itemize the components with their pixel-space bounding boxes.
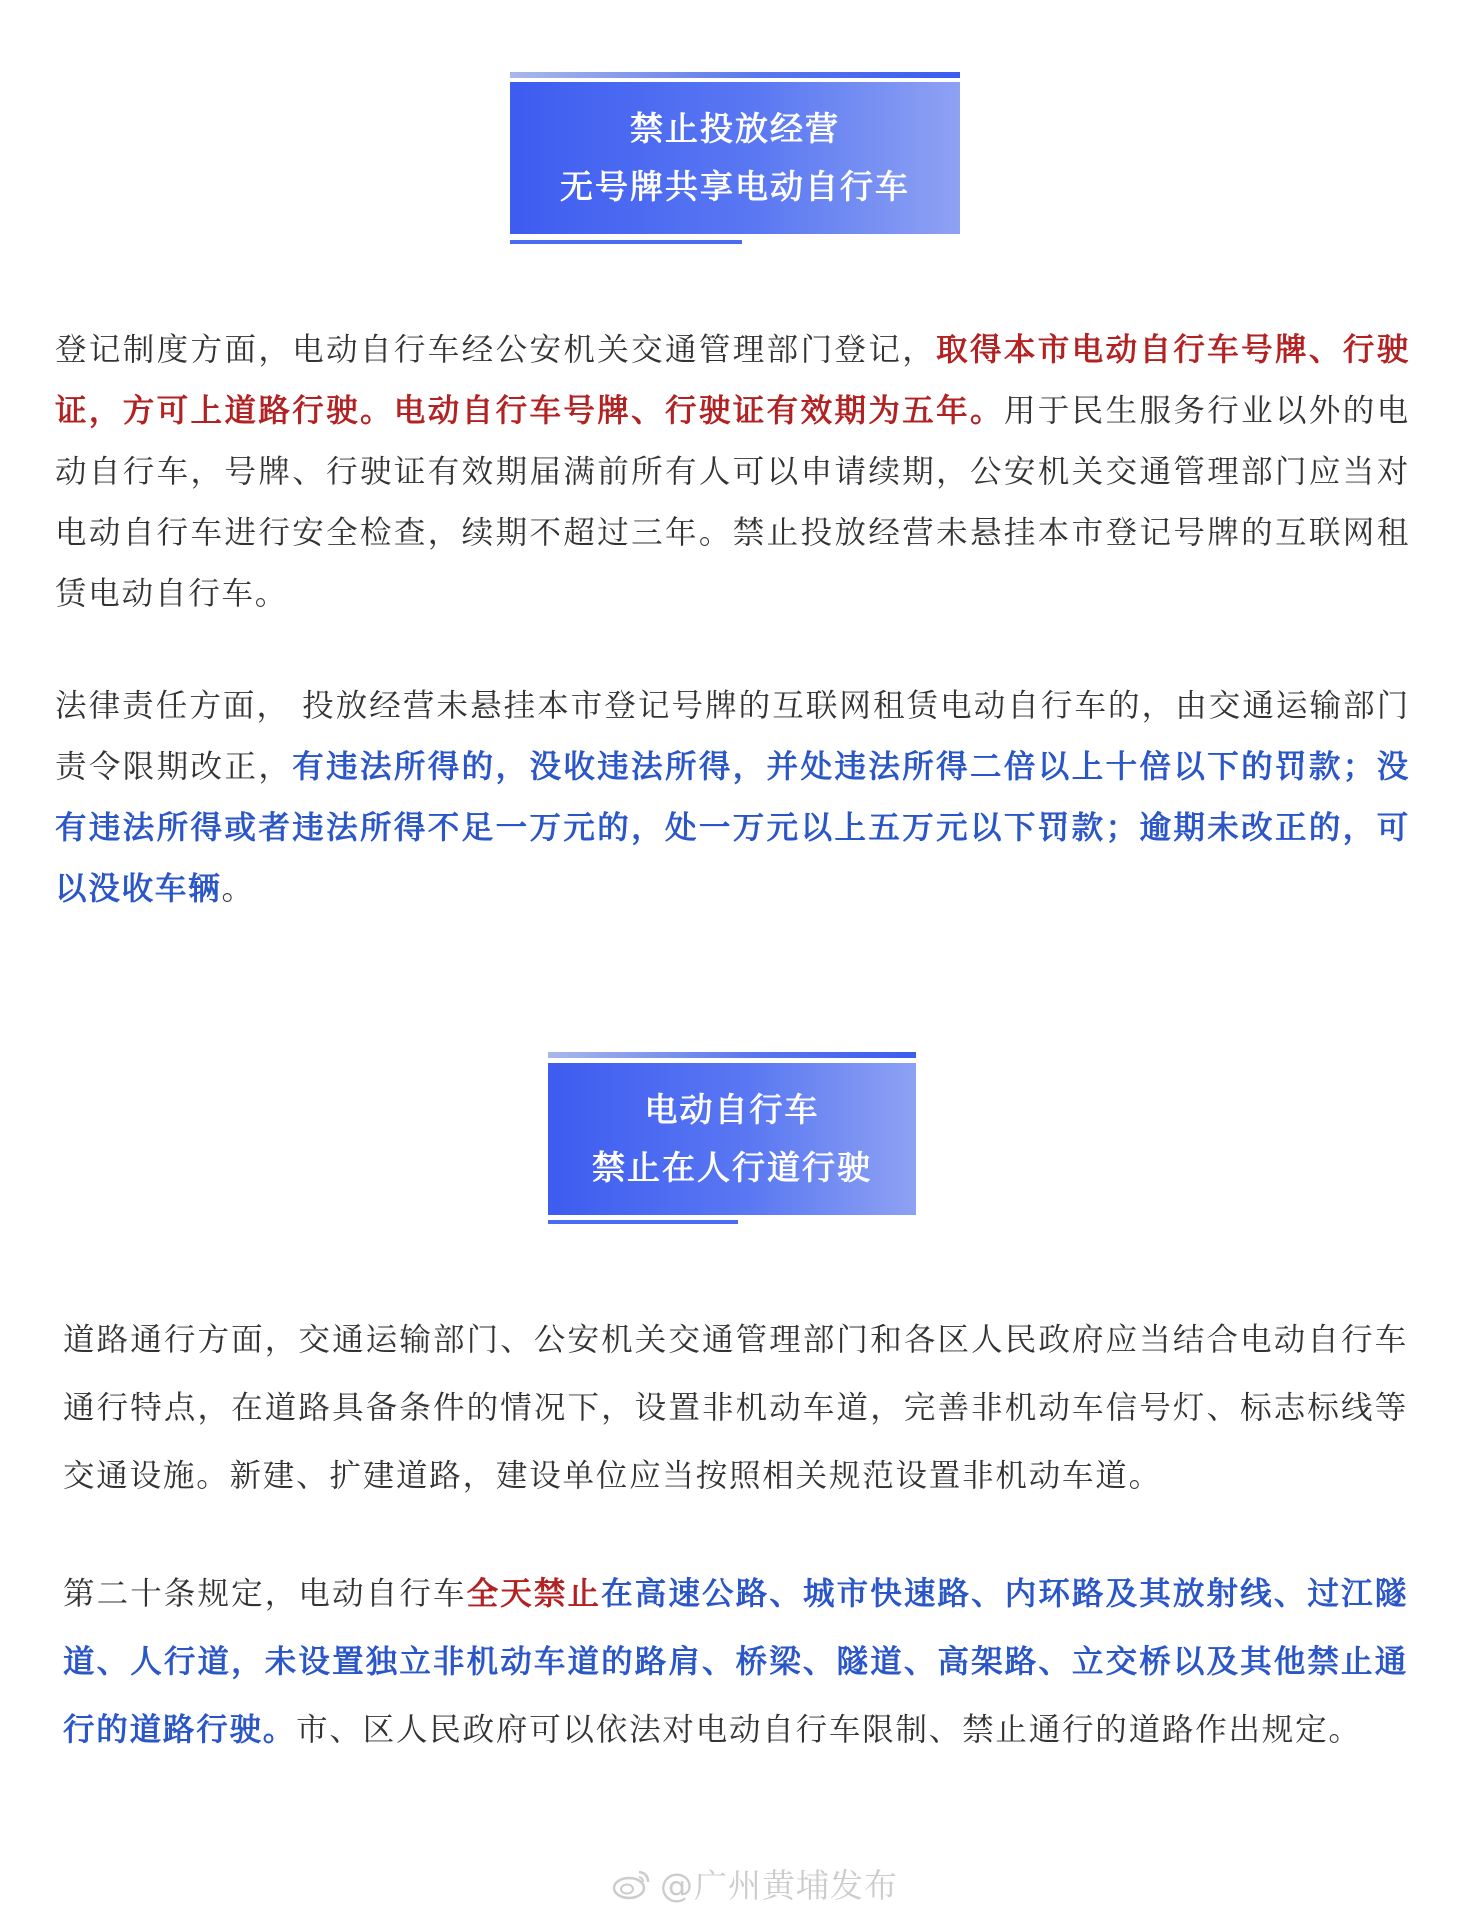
paragraph-text: 法律责任方面， 投放经营未悬挂本市登记号牌的互联网租赁电动自行车的，由交通运输部门责令限期改正，	[55, 688, 1410, 785]
paragraph-legal-liability	[55, 676, 1410, 920]
paragraph-text: 第二十条规定，电动自行车	[63, 1576, 467, 1612]
banner-title-line-1: 禁止投放经营	[630, 109, 840, 148]
banner-title-line-2: 无号牌共享电动自行车	[560, 167, 910, 206]
paragraph-text: 道路通行方面，交通运输部门、公安机关交通管理部门和各区人民政府应当结合电动自行车通行特点，在道路具备条件的情况下，设置非机动车道，完善非机动车信号灯、标志标线等交通设施。新建、扩建道路，建设单位应当按照相关规范设置非机动车道。	[63, 1322, 1408, 1494]
paragraph-text: 市、区人民政府可以依法对电动自行车限制、禁止通行的道路作出规定。	[296, 1712, 1362, 1748]
paragraph-text: 。	[221, 871, 255, 907]
paragraph-text: 用于民生服务行业以外的电动自行车，号牌、行驶证有效期届满前所有人可以申请续期，公安机关交通管理部门应当对电动自行车进行安全检查，续期不超过三年。禁止投放经营未悬挂本市登记号牌的互联网租赁电动自行车。	[55, 393, 1410, 612]
paragraph-registration	[55, 320, 1410, 625]
highlight-red-text: 取得本市电动自行车号牌、行驶证，方可上道路行驶。电动自行车号牌、行驶证有效期为五年。	[55, 332, 1411, 429]
section-banner-1	[510, 82, 960, 234]
banner-bottom-rule	[548, 1220, 738, 1224]
banner-title-line-2: 禁止在人行道行驶	[592, 1148, 872, 1187]
paragraph-article-twenty	[63, 1560, 1408, 1764]
paragraph-text: 登记制度方面，电动自行车经公安机关交通管理部门登记，	[55, 332, 937, 368]
weibo-icon	[612, 1868, 652, 1900]
banner-bottom-rule	[510, 240, 742, 244]
highlight-blue-text: 有违法所得的，没收违法所得，并处违法所得二倍以上十倍以下的罚款；没有违法所得或者违法所得不足一万元的，处一万元以上五万元以下罚款；逾期未改正的，可以没收车辆	[55, 749, 1410, 907]
highlight-blue-text: 在高速公路、城市快速路、内环路及其放射线、过江隧道、人行道，未设置独立非机动车道的路肩、桥梁、隧道、高架路、立交桥以及其他禁止通行的道路行驶。	[63, 1576, 1409, 1748]
banner-top-rule	[510, 72, 960, 78]
watermark-text: @广州黄埔发布	[660, 1866, 898, 1905]
banner-title-line-1: 电动自行车	[644, 1090, 820, 1129]
highlight-red-text: 全天禁止	[466, 1576, 602, 1612]
watermark	[612, 1860, 898, 1907]
banner-top-rule	[548, 1052, 916, 1058]
section-banner-2	[548, 1063, 916, 1215]
paragraph-road-traffic	[63, 1306, 1408, 1510]
